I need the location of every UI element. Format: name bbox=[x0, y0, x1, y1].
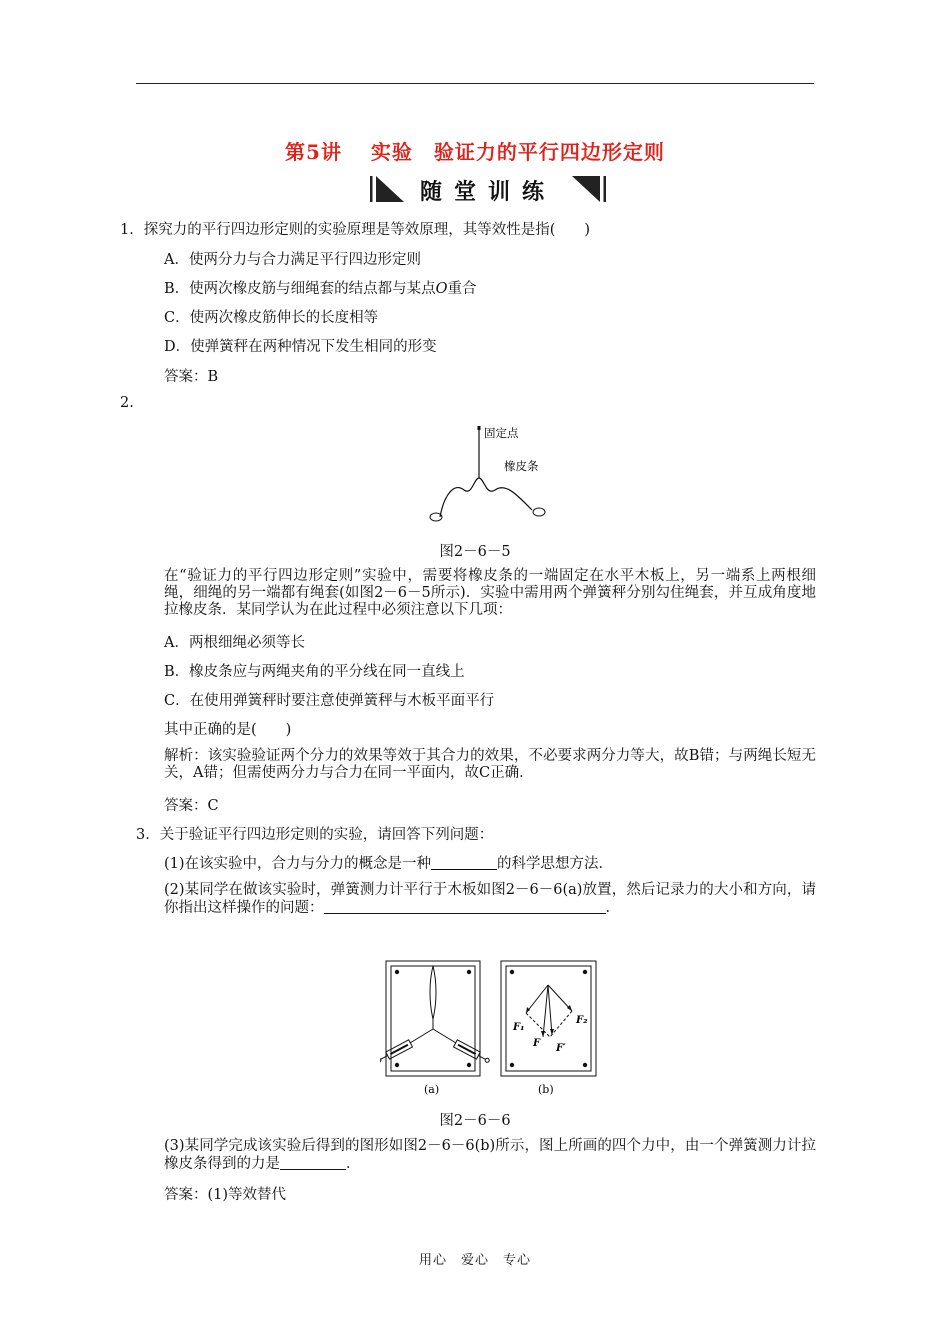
q3-part2 bbox=[164, 882, 816, 917]
force-f1-label: F₁ bbox=[513, 1022, 525, 1033]
q3-part1-blank bbox=[431, 855, 497, 870]
q2-option-a: A．两根细绳必须等长 bbox=[164, 635, 305, 651]
figure-2-6-5-caption: 图2－6－5 bbox=[439, 544, 511, 560]
q3-part2-blank bbox=[324, 899, 606, 914]
force-f-prime-label: F′ bbox=[556, 1043, 566, 1054]
header-rule bbox=[136, 83, 814, 84]
q3-part2-end: ． bbox=[605, 900, 620, 916]
q3-stem: 3．关于验证平行四边形定则的实验，请回答下列问题： bbox=[136, 827, 494, 843]
q3-answer: 答案：(1)等效替代 bbox=[164, 1187, 287, 1203]
q1-option-c: C．使两次橡皮筋伸长的长度相等 bbox=[164, 310, 379, 326]
q1-option-b-tail: 重合 bbox=[447, 281, 477, 297]
figure-a-label: (a) bbox=[424, 1083, 440, 1096]
q1-option-a: A．使两分力与合力满足平行四边形定则 bbox=[164, 252, 421, 268]
q3-part1-text: (1)在该实验中，合力与分力的概念是一种 bbox=[164, 856, 432, 872]
q2-answer: 答案：C bbox=[164, 798, 219, 814]
q3-part1 bbox=[164, 852, 613, 873]
force-f2-label: F₂ bbox=[576, 1015, 588, 1026]
q1-option-b-text: B．使两次橡皮筋与细绳套的结点都与某点 bbox=[164, 281, 436, 297]
q2-option-b: B．橡皮条应与两绳夹角的平分线在同一直线上 bbox=[164, 664, 465, 680]
figure-2-6-5 bbox=[420, 420, 560, 530]
q3-part3-end: ． bbox=[346, 1156, 361, 1172]
q3-part3-text: (3)某同学完成该实验后得到的图形如图2－6－6(b)所示，图上所画的四个力中，由一个弹簧测力计拉橡皮条得到的力是 bbox=[164, 1138, 816, 1172]
figure-b-label: (b) bbox=[538, 1083, 554, 1096]
figure-2-6-6 bbox=[380, 957, 602, 1099]
q1-option-d: D．使弹簧秤在两种情况下发生相同的形变 bbox=[164, 339, 437, 355]
q1-answer: 答案：B bbox=[164, 369, 219, 385]
fixed-point-label: 固定点 bbox=[484, 426, 519, 440]
page-title: 第5讲 实验 验证力的平行四边形定则 bbox=[285, 140, 665, 164]
rubber-band-label: 橡皮条 bbox=[504, 459, 539, 473]
q2-analysis: 解析：该实验验证两个分力的效果等效于其合力的效果，不必要求两分力等大，故B错；与两绳长短无关，A错；但需使两分力与合力在同一平面内，故C正确． bbox=[164, 748, 816, 781]
q2-question: 其中正确的是( ) bbox=[164, 722, 292, 738]
q3-part1-text-end: 的科学思想方法． bbox=[497, 856, 614, 872]
q3-part3-blank bbox=[280, 1155, 346, 1170]
section-banner bbox=[364, 172, 612, 206]
q2-stem: 在“验证力的平行四边形定则”实验中，需要将橡皮条的一端固定在水平木板上，另一端系上两根细绳，细绳的另一端都有绳套(如图2－6－5所示)．实验中需用两个弹簧秤分别勾住绳套，并互成角度地拉橡皮条．某同学认为在此过程中必须注意以下几项： bbox=[164, 568, 816, 618]
q3-part3 bbox=[164, 1138, 816, 1173]
q2-option-c: C．在使用弹簧秤时要注意使弹簧秤与木板平面平行 bbox=[164, 693, 495, 709]
q3-part2-text: (2)某同学在做该实验时，弹簧测力计平行于木板如图2－6－6(a)放置，然后记录力的大小和方向，请你指出这样操作的问题： bbox=[164, 882, 816, 916]
q1-option-b bbox=[164, 277, 477, 298]
force-f-label: F bbox=[533, 1038, 541, 1049]
q1-option-b-point: O bbox=[435, 281, 448, 297]
section-banner-text: 随堂训练 bbox=[419, 180, 556, 205]
q2-number: 2. bbox=[120, 395, 134, 411]
q1-stem: 1．探究力的平行四边形定则的实验原理是等效原理，其等效性是指( ) bbox=[120, 222, 591, 238]
page-footer: 用心 爱心 专心 bbox=[418, 1253, 531, 1268]
figure-2-6-6-caption: 图2－6－6 bbox=[439, 1113, 511, 1129]
